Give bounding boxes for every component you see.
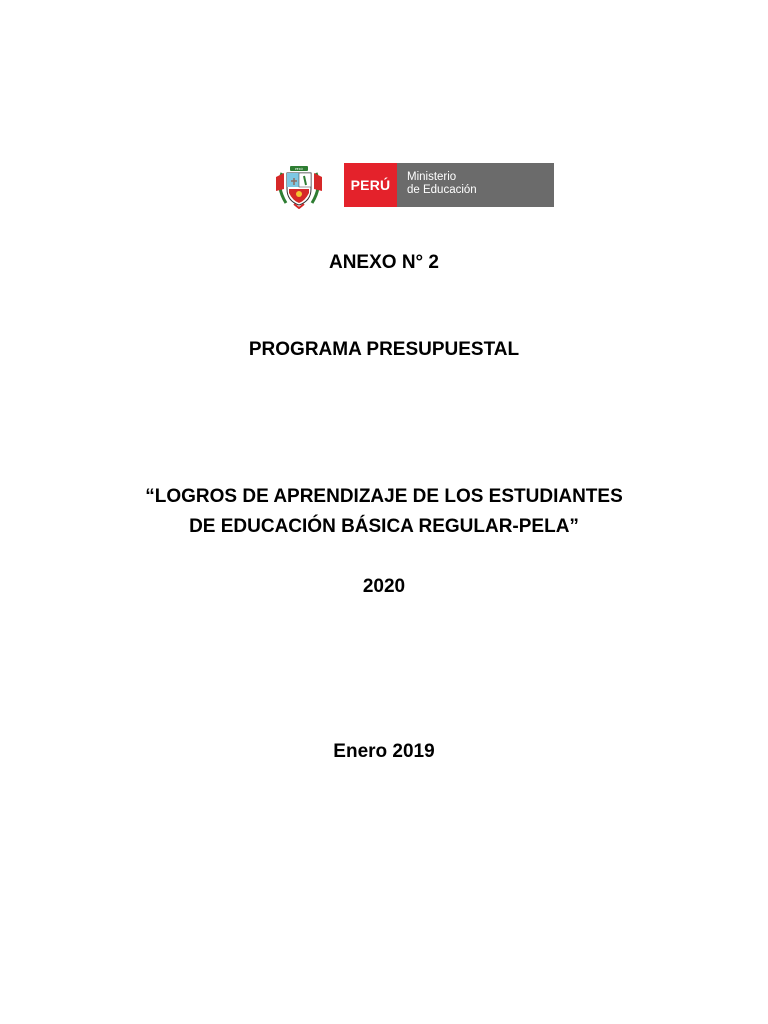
peru-coat-of-arms-icon [272, 163, 326, 209]
document-title-line1: “LOGROS DE APRENDIZAJE DE LOS ESTUDIANTES [145, 486, 623, 507]
document-date: Enero 2019 [333, 741, 435, 762]
document-year: 2020 [362, 576, 406, 597]
logo-ministry-line1: Ministerio [407, 171, 457, 183]
annex-heading: ANEXO N° 2 [328, 252, 439, 273]
logo-country: PERÚ [344, 163, 397, 207]
program-heading: PROGRAMA PRESUPUESTAL [248, 339, 520, 360]
logo-ministry-line2: de Educación [407, 184, 477, 196]
header-logos [272, 161, 556, 209]
minedu-logo [344, 163, 554, 207]
svg-text:PERÚ: PERÚ [295, 167, 303, 171]
document-title-line2: DE EDUCACIÓN BÁSICA REGULAR-PELA” [189, 516, 579, 537]
logo-ministry-text [397, 163, 554, 207]
